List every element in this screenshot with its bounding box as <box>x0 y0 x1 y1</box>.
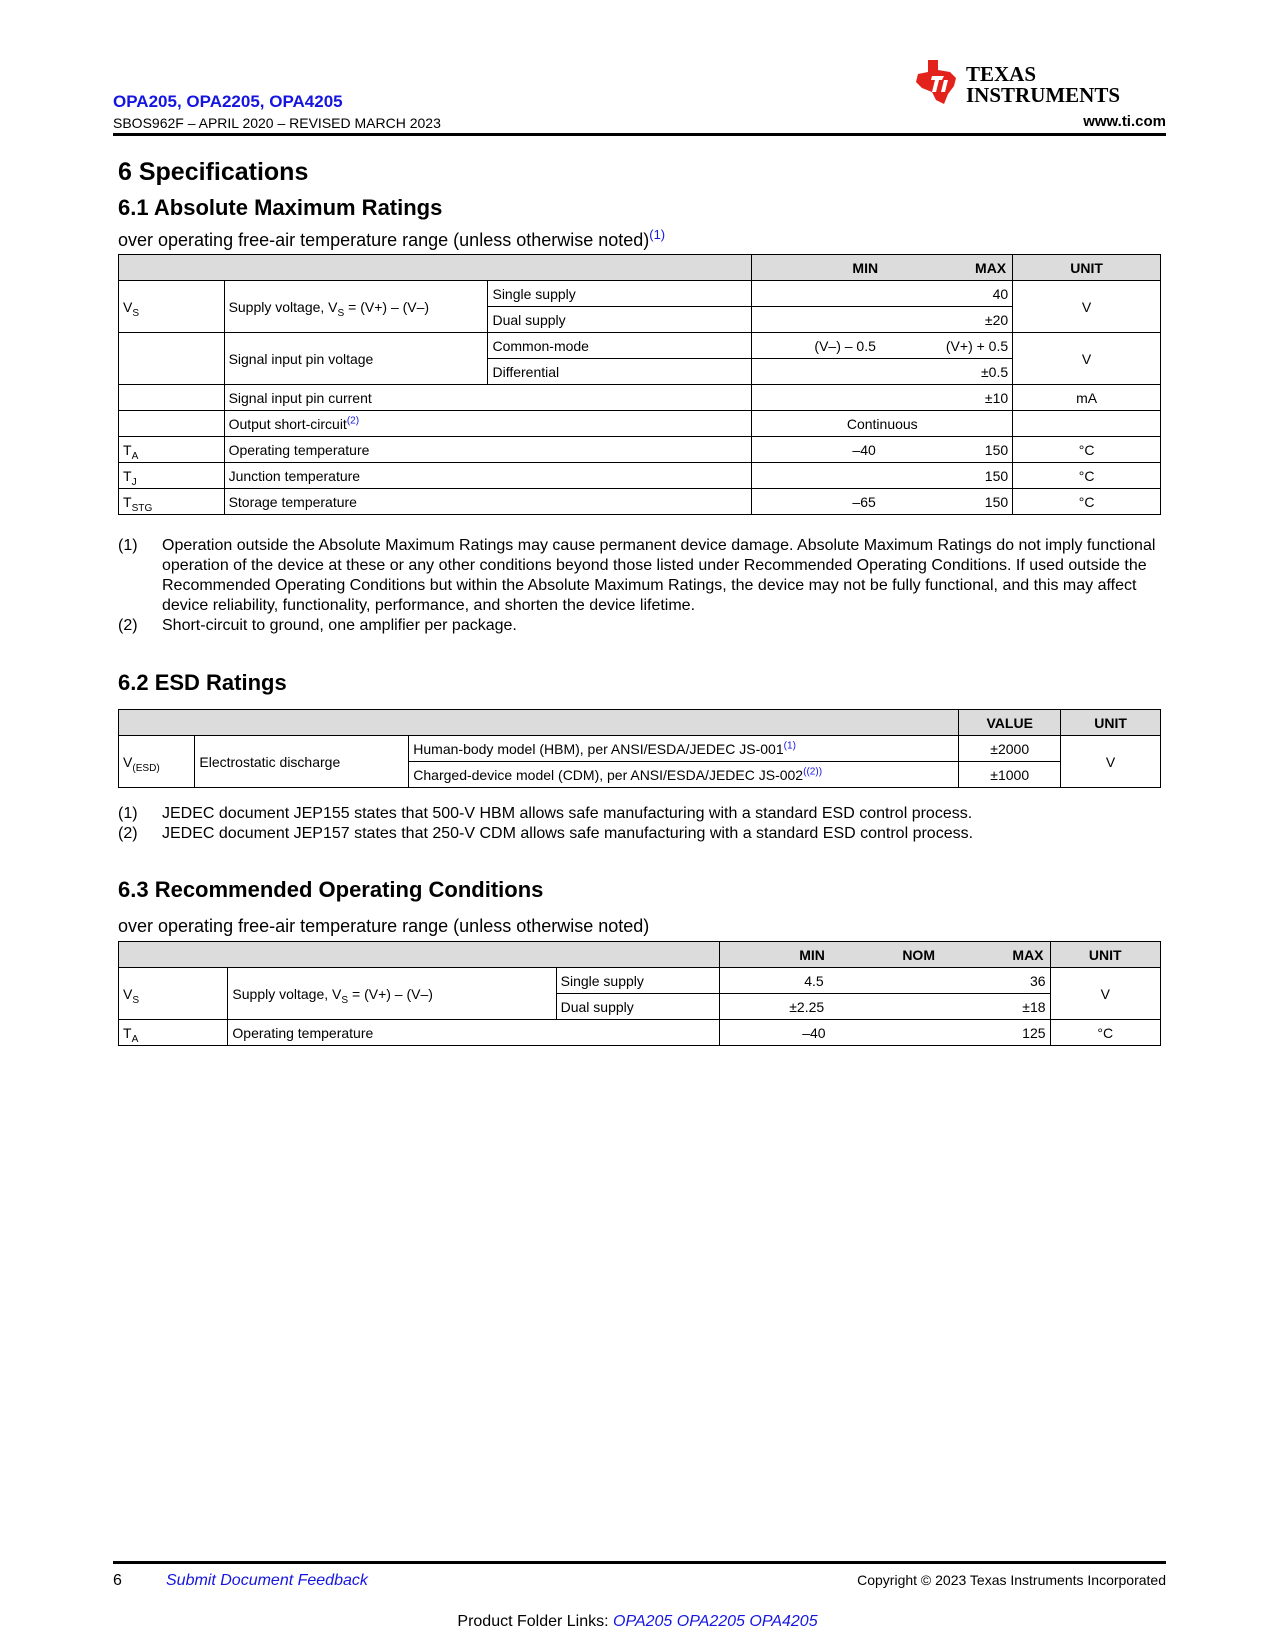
header-unit: UNIT <box>1050 942 1160 968</box>
esd-ratings-table <box>118 709 1161 788</box>
unit: °C <box>1050 1020 1160 1046</box>
header-value: VALUE <box>959 710 1061 736</box>
unit: V <box>1013 333 1161 385</box>
cond-hbm: Human-body model (HBM), per ANSI/ESDA/JEDEC JS-001$^{(1)}$ <box>409 736 959 762</box>
value-max: ±18 <box>1022 998 1046 1015</box>
table-row <box>119 489 1161 515</box>
unit: °C <box>1013 437 1161 463</box>
submit-feedback-link[interactable]: Submit Document Feedback <box>166 1572 368 1589</box>
footnote-ref-2[interactable]: ((2)) <box>803 765 823 777</box>
value-min: –65 <box>852 493 876 510</box>
param-supply-voltage: Supply voltage, $V_S = (V+) - (V-)$ <box>224 281 488 333</box>
header-unit: UNIT <box>1061 710 1161 736</box>
table-header-row <box>119 942 1161 968</box>
section-title-recommended: 6.3 Recommended Operating Conditions <box>118 877 544 902</box>
value-continuous: Continuous <box>752 411 1013 437</box>
table-row <box>119 333 1161 359</box>
value-max: 125 <box>1022 1024 1046 1041</box>
value-max: ±0.5 <box>752 359 1013 385</box>
amr-condition <box>118 227 666 251</box>
table-row <box>119 411 1161 437</box>
symbol-vs: $V_S$ <box>119 968 228 1020</box>
param-operating-temp: Operating temperature <box>224 437 752 463</box>
cond-dual-supply: Dual supply <box>488 307 752 333</box>
table-row <box>119 437 1161 463</box>
unit <box>1013 411 1161 437</box>
param-operating-temp: Operating temperature <box>228 1020 720 1046</box>
unit: V <box>1050 968 1160 1020</box>
logo-text-instruments: INSTRUMENTS <box>966 83 1121 107</box>
header-divider <box>113 133 1166 136</box>
header-max: MAX <box>975 259 1007 276</box>
value-min: –40 <box>802 1024 826 1041</box>
table-row <box>119 1020 1161 1046</box>
amr-footnotes <box>118 536 1168 636</box>
value-max: ±10 <box>752 385 1013 411</box>
param-storage-temp: Storage temperature <box>224 489 752 515</box>
unit: V <box>1061 736 1161 788</box>
symbol-empty <box>119 333 225 385</box>
param-esd: Electrostatic discharge <box>195 736 409 788</box>
value-min: ±2.25 <box>789 998 825 1015</box>
value-max: 150 <box>984 441 1009 458</box>
header-min: MIN <box>852 259 879 276</box>
symbol-tj: $T_J$ <box>119 463 225 489</box>
cond-single-supply: Single supply <box>556 968 720 994</box>
unit: °C <box>1013 463 1161 489</box>
copyright: Copyright © 2023 Texas Instruments Incorporated <box>857 1572 1166 1588</box>
symbol-tstg: $T_{STG}$ <box>119 489 225 515</box>
folder-label: Product Folder Links: <box>457 1613 614 1630</box>
footnote: (1) Operation outside the Absolute Maximum Ratings may cause permanent device damage. Absolute Maximum Ratings do not imply functional operation of the device at these or any other conditions beyond those listed under Recommended Operating Conditions. If used outside the Recommended Operating Conditions but within the Absolute Maximum Ratings, the device may not be fully functional, and this may affect device reliability, functionality, performance, and shorten the device lifetime. <box>118 537 1156 614</box>
value-max: 150 <box>984 493 1009 510</box>
cond-dual-supply: Dual supply <box>556 994 720 1020</box>
table-header-row <box>119 255 1161 281</box>
esd-footnotes <box>118 804 1168 844</box>
param-supply-voltage: Supply voltage, $V_S = (V+) - (V-)$ <box>228 968 556 1020</box>
param-signal-input-voltage: Signal input pin voltage <box>224 333 488 385</box>
product-folder-link[interactable]: OPA205 OPA2205 OPA4205 <box>613 1613 818 1630</box>
symbol-empty <box>119 385 225 411</box>
value-min: 4.5 <box>804 972 824 989</box>
symbol-ta: $T_A$ <box>119 1020 228 1046</box>
value-min: (V–) – 0.5 <box>814 337 876 354</box>
cond-cdm: Charged-device model (CDM), per ANSI/ESDA/JEDEC $JS-002^{((2))}$ <box>409 762 959 788</box>
value: ±2000 <box>959 736 1061 762</box>
section-title-absolute-max: 6.1 Absolute Maximum Ratings <box>118 195 443 220</box>
table-row <box>119 385 1161 411</box>
logo-text-texas: TEXAS <box>966 62 1037 86</box>
param-junction-temp: Junction temperature <box>224 463 752 489</box>
symbol-vesd: $V_{(ESD)}$ <box>119 736 195 788</box>
unit: mA <box>1013 385 1161 411</box>
roc-condition: over operating free-air temperature range (unless otherwise noted) <box>118 916 650 936</box>
page-number: 6 <box>113 1572 122 1589</box>
value-min: –40 <box>852 441 876 458</box>
param-signal-input-current: Signal input pin current <box>224 385 752 411</box>
param-output-short-circuit: Output short-circuit$^{(2)}$ <box>224 411 752 437</box>
amr-footnote-ref-1[interactable]: (1) <box>649 227 666 242</box>
ti-logo <box>966 58 1166 110</box>
header-unit: UNIT <box>1013 255 1161 281</box>
absolute-max-ratings-table <box>118 254 1161 515</box>
footnote-ref-1[interactable]: (1) <box>783 739 796 751</box>
value-max: (V+) + 0.5 <box>945 337 1009 354</box>
value-max: 36 <box>1029 972 1046 989</box>
symbol-vs: $V_S$ <box>119 281 225 333</box>
cond-single-supply: Single supply <box>488 281 752 307</box>
value: ±1000 <box>959 762 1061 788</box>
section-title-specifications: 6 Specifications <box>118 158 309 186</box>
table-row <box>119 968 1161 994</box>
unit: V <box>1013 281 1161 333</box>
table-row <box>119 281 1161 307</box>
header-min: MIN <box>799 946 825 963</box>
footer-divider <box>113 1561 1166 1564</box>
table-row <box>119 736 1161 762</box>
value-max: 150 <box>752 463 1013 489</box>
cond-common-mode: Common-mode <box>488 333 752 359</box>
header-nom: NOM <box>902 946 935 963</box>
website-link[interactable]: www.ti.com <box>1083 113 1166 130</box>
value-max: ±20 <box>752 307 1013 333</box>
amr-condition-text: over operating free-air temperature range (unless otherwise noted) <box>118 230 650 250</box>
recommended-operating-table <box>118 941 1161 1046</box>
unit: °C <box>1013 489 1161 515</box>
product-folder-links <box>0 1613 1275 1631</box>
header-max: MAX <box>1012 946 1044 963</box>
symbol-empty <box>119 411 225 437</box>
document-title-link[interactable]: OPA205, OPA2205, OPA4205 <box>113 92 343 111</box>
section-title-esd: 6.2 ESD Ratings <box>118 670 287 695</box>
footnote-ref-2[interactable]: (2) <box>346 414 360 426</box>
symbol-ta: $T_A$ <box>119 437 225 463</box>
value-max: 40 <box>752 281 1013 307</box>
table-header-row <box>119 710 1161 736</box>
footnote: (2) Short-circuit to ground, one amplifier per package. <box>118 617 517 634</box>
texas-state-icon <box>914 58 966 108</box>
cond-differential: Differential <box>488 359 752 385</box>
document-id: SBOS962F – APRIL 2020 – REVISED MARCH 2023 <box>113 115 441 131</box>
footnote: (1) JEDEC document JEP155 states that 500-V HBM allows safe manufacturing with a standard ESD control process. <box>118 805 973 822</box>
footnote: (2) JEDEC document JEP157 states that 250-V CDM allows safe manufacturing with a standard ESD control process. <box>118 825 974 842</box>
table-row <box>119 463 1161 489</box>
